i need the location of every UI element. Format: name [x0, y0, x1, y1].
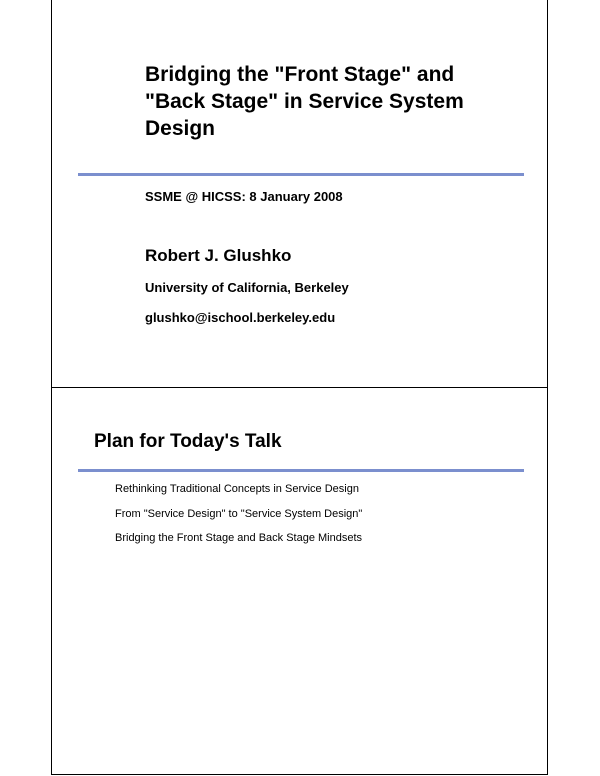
agenda-item: Bridging the Front Stage and Back Stage Mindsets	[115, 532, 363, 544]
page-frame	[51, 0, 548, 775]
author-email: glushko@ischool.berkeley.edu	[145, 310, 336, 325]
agenda-list	[115, 482, 362, 556]
slide-1-title: Bridging the "Front Stage" and "Back Stage" in Service System Design	[145, 63, 464, 140]
slide-2-title: Plan for Today's Talk	[94, 431, 282, 452]
author-affiliation: University of California, Berkeley	[145, 280, 349, 295]
event-line: SSME @ HICSS: 8 January 2008	[145, 189, 343, 204]
slide-2	[52, 387, 547, 774]
slide-1-divider	[78, 173, 524, 176]
author-name: Robert J. Glushko	[145, 246, 292, 265]
slide-2-divider	[78, 469, 524, 472]
agenda-item: From "Service Design" to "Service System Design"	[115, 507, 363, 520]
agenda-item: Rethinking Traditional Concepts in Service Design	[115, 483, 359, 495]
slide-1	[52, 0, 547, 388]
